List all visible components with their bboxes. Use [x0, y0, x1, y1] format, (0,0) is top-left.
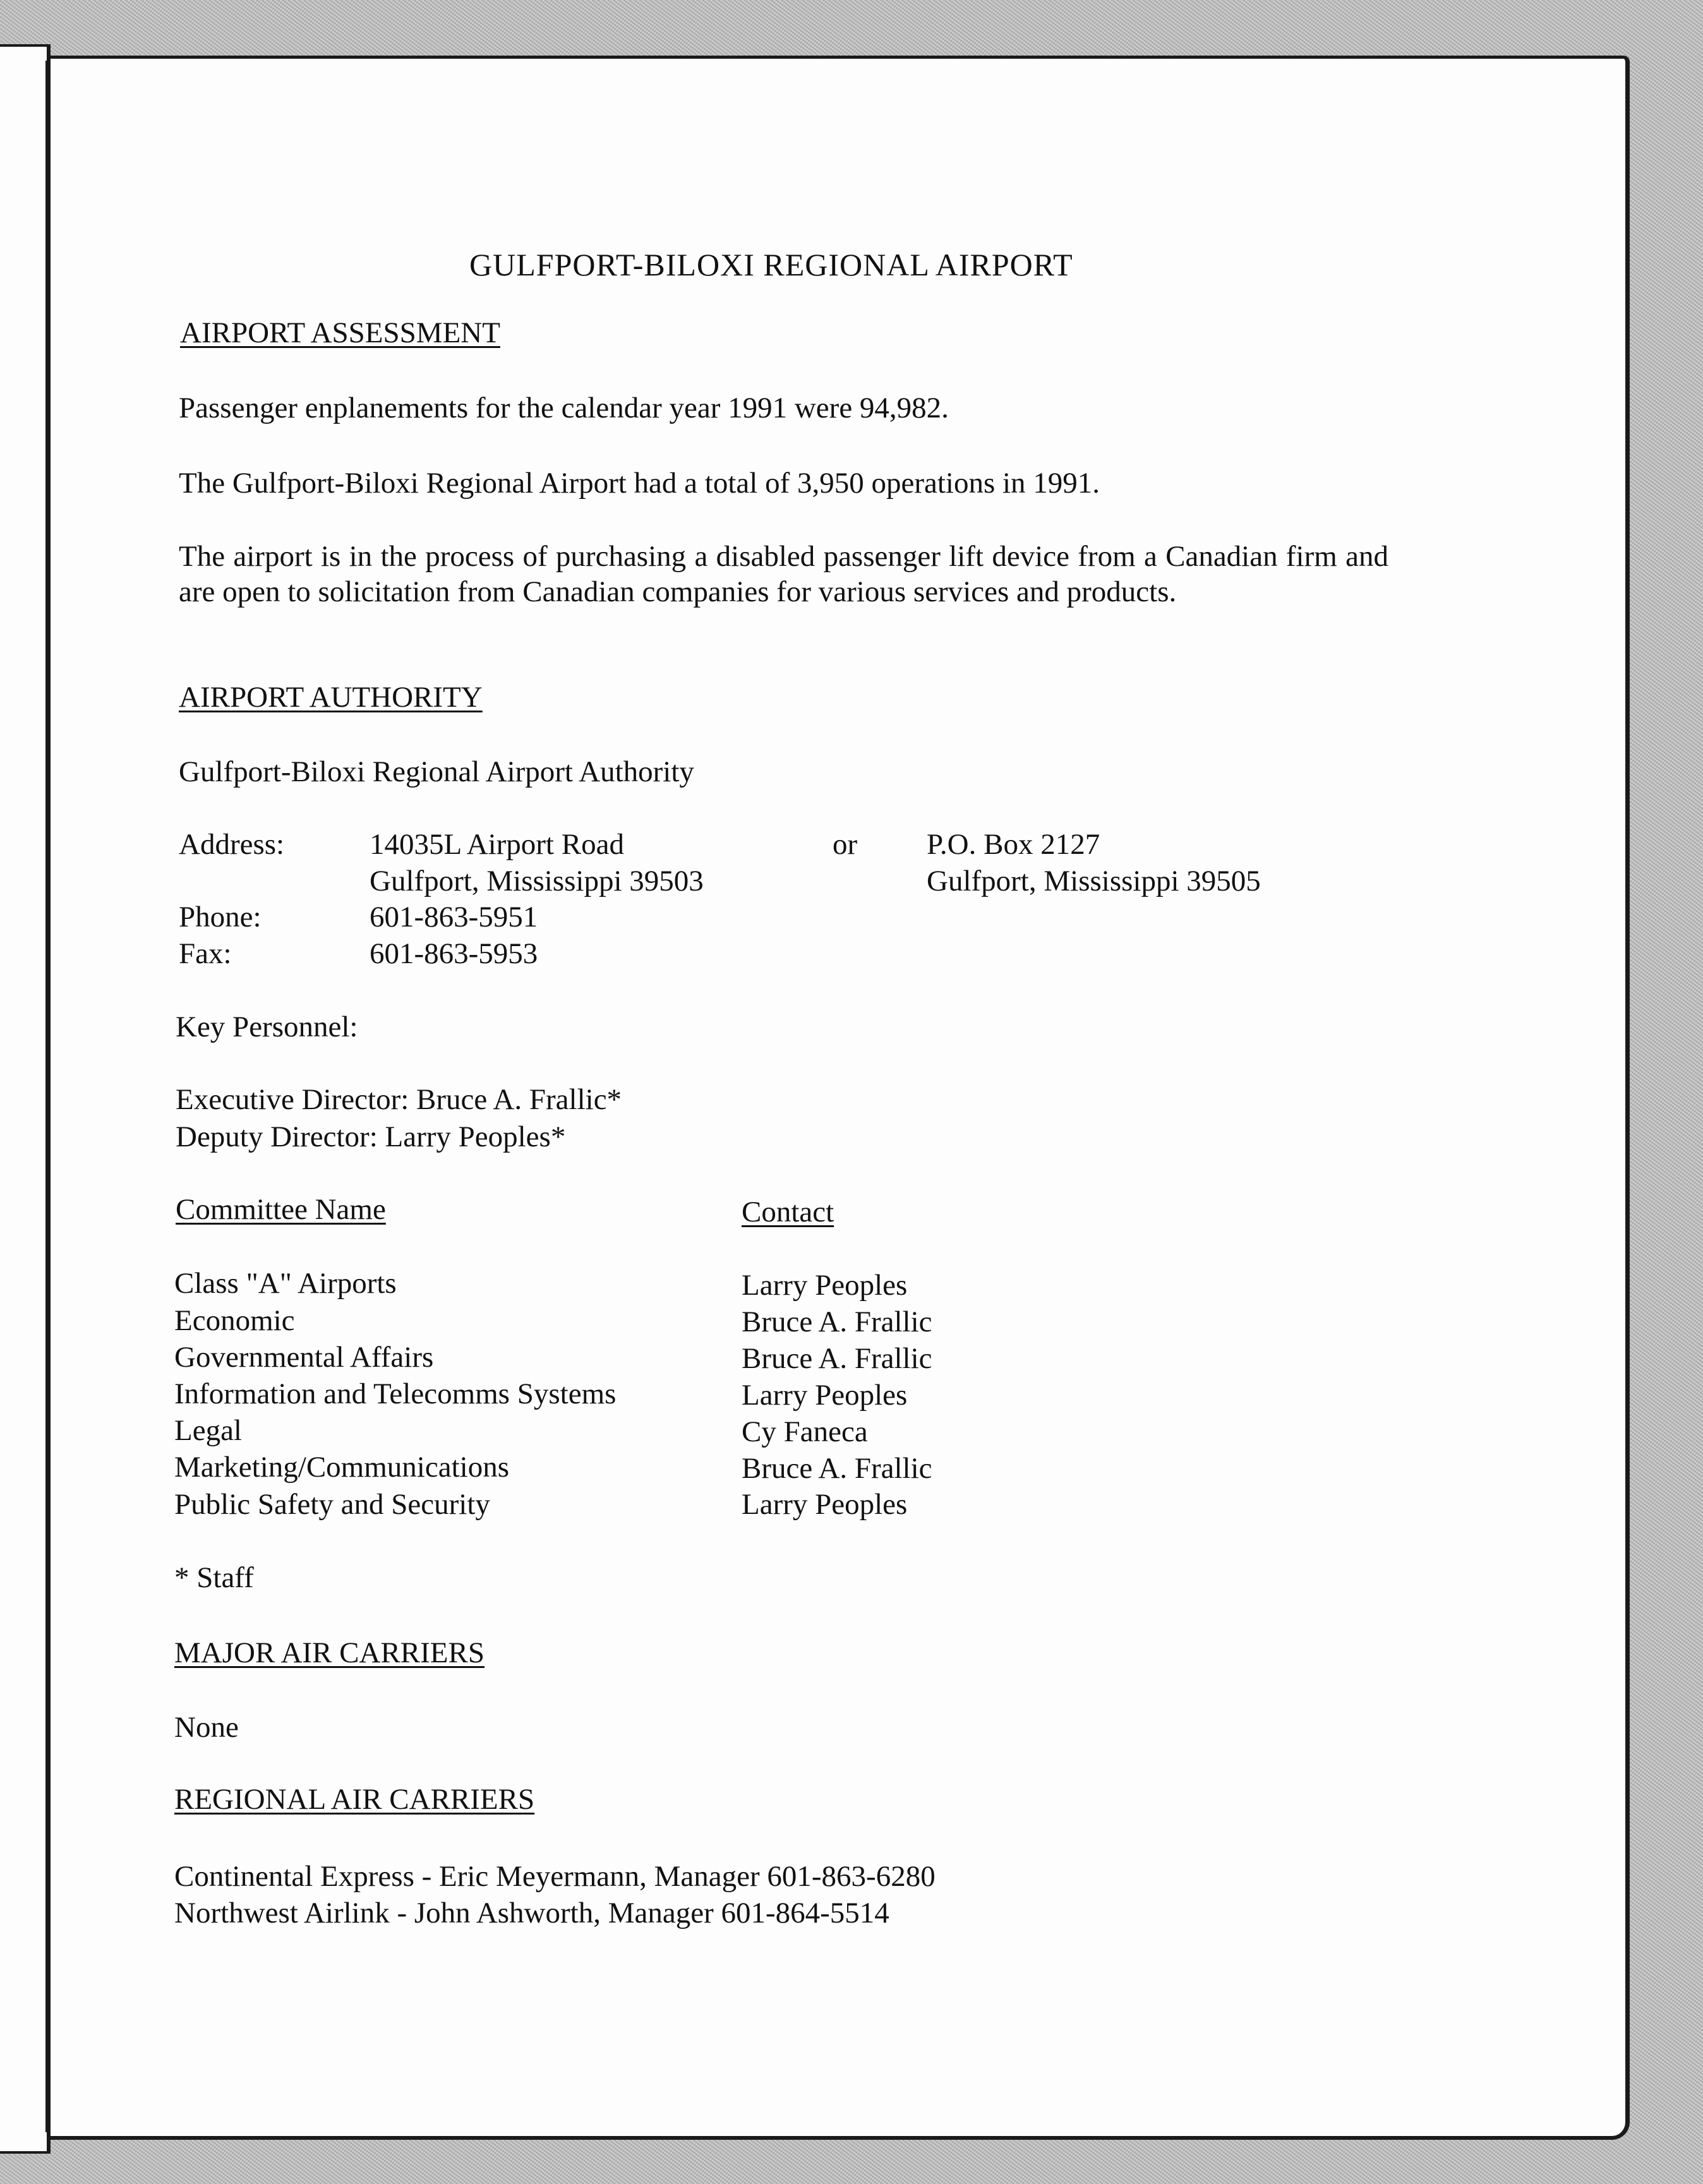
committee-contact: Bruce A. Frallic — [742, 1342, 932, 1375]
committee-contact: Bruce A. Frallic — [742, 1305, 932, 1338]
key-personnel-label: Key Personnel: — [176, 1011, 358, 1043]
committee-name: Governmental Affairs — [174, 1341, 434, 1374]
or-text: or — [833, 828, 858, 861]
committee-contact: Larry Peoples — [742, 1269, 908, 1302]
committee-contact: Cy Faneca — [742, 1415, 868, 1448]
contact-header: Contact — [742, 1196, 834, 1228]
committee-name: Public Safety and Security — [174, 1488, 490, 1521]
assessment-heading: AIRPORT ASSESSMENT — [180, 316, 500, 349]
committee-name: Marketing/Communications — [174, 1451, 509, 1484]
po-box-line-2: Gulfport, Mississippi 39505 — [927, 865, 1261, 897]
lift-device-text: The airport is in the process of purchasing a disabled passenger lift device from a Canadian firm and are open to solicitation from Canadian companies for various services and products. — [179, 540, 1388, 608]
address-line-1: 14035L Airport Road — [370, 828, 624, 861]
binder-edge — [0, 44, 51, 2154]
committee-contact: Bruce A. Frallic — [742, 1452, 932, 1485]
major-carriers-heading: MAJOR AIR CARRIERS — [174, 1636, 484, 1669]
authority-heading: AIRPORT AUTHORITY — [179, 681, 483, 714]
committee-contact: Larry Peoples — [742, 1488, 908, 1521]
committee-name-header: Committee Name — [176, 1193, 386, 1226]
committee-contact: Larry Peoples — [742, 1379, 908, 1412]
fax-label: Fax: — [179, 937, 232, 970]
address-label: Address: — [179, 828, 285, 861]
operations-text: The Gulfport-Biloxi Regional Airport had a total of 3,950 operations in 1991. — [179, 467, 1100, 500]
committee-name: Class "A" Airports — [174, 1267, 397, 1300]
committee-name: Legal — [174, 1414, 242, 1447]
staff-footnote: * Staff — [174, 1561, 254, 1594]
deputy-director: Deputy Director: Larry Peoples* — [176, 1120, 566, 1153]
page-title: GULFPORT-BILOXI REGIONAL AIRPORT — [469, 247, 1073, 282]
regional-carrier-line: Northwest Airlink - John Ashworth, Manager 601-864-5514 — [174, 1897, 889, 1929]
regional-carrier-line: Continental Express - Eric Meyermann, Manager 601-863-6280 — [174, 1860, 936, 1893]
phone-value: 601-863-5951 — [370, 901, 538, 933]
phone-label: Phone: — [179, 901, 262, 933]
executive-director: Executive Director: Bruce A. Frallic* — [176, 1083, 622, 1116]
authority-name: Gulfport-Biloxi Regional Airport Authority — [179, 755, 694, 788]
po-box-line-1: P.O. Box 2127 — [927, 828, 1100, 861]
enplanements-text: Passenger enplanements for the calendar year 1991 were 94,982. — [179, 392, 949, 424]
address-line-2: Gulfport, Mississippi 39503 — [370, 865, 704, 897]
fax-value: 601-863-5953 — [370, 937, 538, 970]
major-carriers-value: None — [174, 1711, 239, 1744]
committee-name: Information and Telecomms Systems — [174, 1377, 617, 1410]
committee-name: Economic — [174, 1304, 295, 1337]
regional-carriers-heading: REGIONAL AIR CARRIERS — [174, 1783, 535, 1816]
